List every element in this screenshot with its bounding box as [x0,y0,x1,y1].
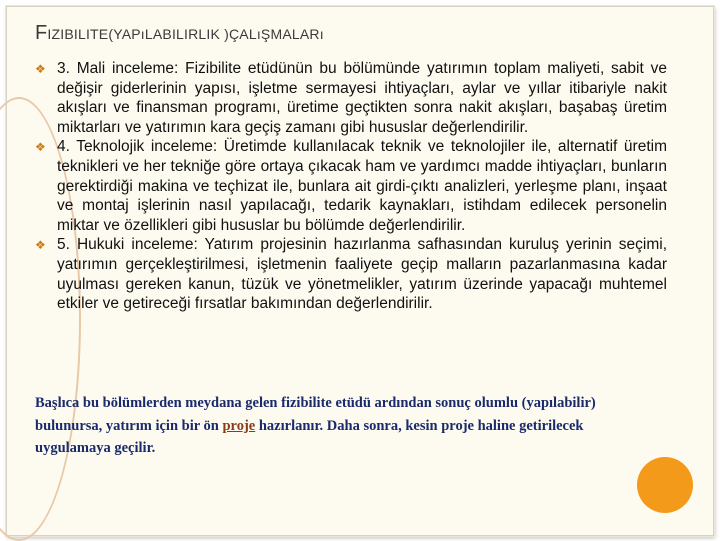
summary-text-start: Başlıca bu bölümlerden meydana gelen fizibilite etüdü ardından sonuç olumlu (yapılabilir) bulunursa, yatırım için bir ön [35,395,596,434]
bullet-item-legal [35,235,667,313]
bullet-text: 3. Mali inceleme: Fizibilite etüdünün bu bölümünde yatırımın toplam maliyeti, sabit ve değişir giderlerinin yapısı, işletme sermayesi ihtiyaçları, aylar ve yıllar itibariyle nakit akışları ve finansman programı, üretime geçtikten sonra nakit akışları, başabaş üretim miktarları ve yatırımın kara geçiş zamanı gibi hususlar değerlendirilir. [57,60,667,136]
bullet-marker-icon: ❖ [35,62,46,76]
title-paren: (YAPıLABILIRLIK ) [108,26,229,42]
summary-text-end: hazırlanır. Daha sonra, kesin proje haline getirilecek uygulamaya geçilir. [35,417,584,456]
summary-paragraph [35,392,615,460]
slide-title [35,22,324,45]
slide-frame [6,6,714,536]
title-part-1: IZIBILITE [47,26,109,42]
title-part-2: ÇALıŞMALARı [229,26,324,42]
bullet-marker-icon: ❖ [35,140,46,155]
title-initial: F [35,22,48,44]
proje-link[interactable]: proje [222,417,256,434]
bullet-item-financial [35,59,667,137]
bullet-text: 4. Teknolojik inceleme: Üretimde kullanılacak teknik ve teknolojiler ile, alternatif üretim teknikleri ve her tekniğe göre ortaya çıkacak ham ve yardımcı madde ihtiyaçları, bunların gerektirdiği makina ve teçhizat ile, bunlara ait girdi-çıktı analizleri, yerleşme planı, inşaat ve montaj işlerinin nasıl yapılacağı, tedarik kaynakları, istihdam edilecek personelin miktar ve özellikleri gibi hususlar bu bölümde değerlendirilir. [57,138,667,234]
bullet-list [35,59,667,314]
bullet-item-technological [35,137,667,235]
bullet-marker-icon: ❖ [35,238,46,253]
decorative-orange-circle [637,457,693,513]
bullet-text: 5. Hukuki inceleme: Yatırım projesinin hazırlanma safhasından kuruluş yerinin seçimi, yatırımın gerçekleştirilmesi, işletmenin faaliyete geçip malların pazarlanmasına kadar uyulması gereken kanun, tüzük ve yönetmelikler, yatırım üzerinde yapacağı muhtemel etkiler ve getireceği fırsatlar bakımından değerlendirilir. [57,236,667,313]
